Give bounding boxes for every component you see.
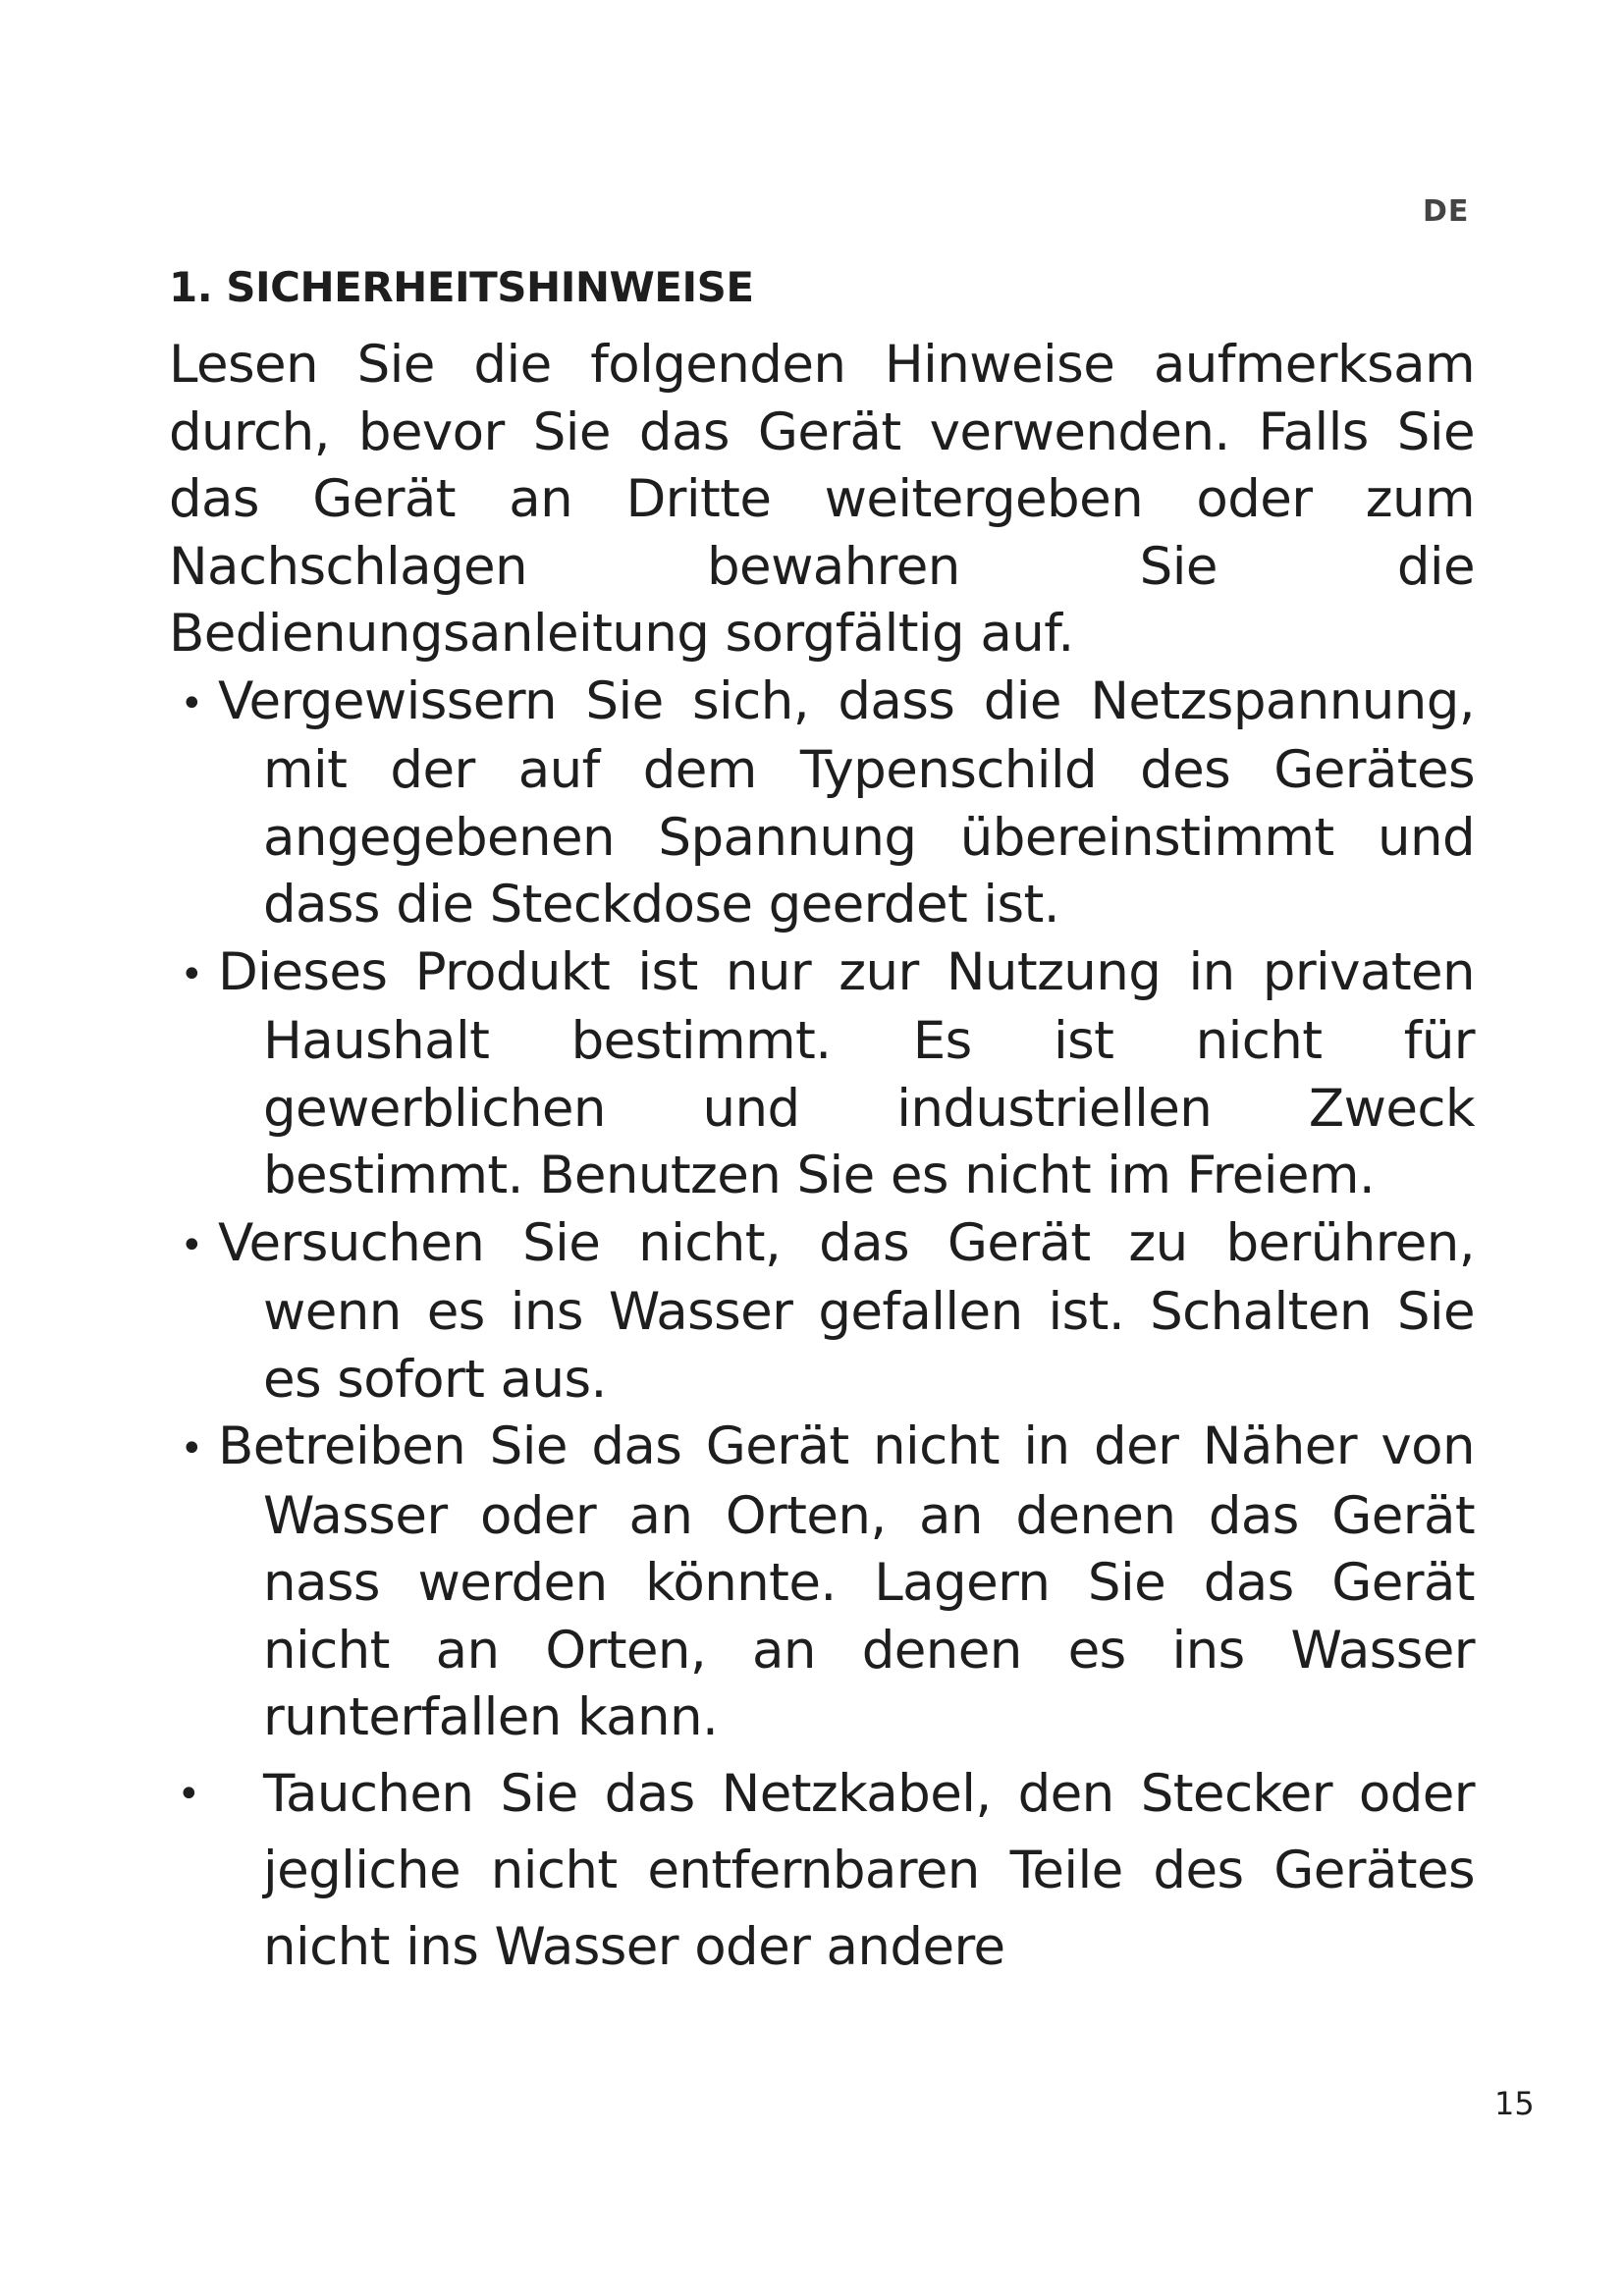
bullet-icon: • <box>177 1771 200 1817</box>
bullet-icon: • <box>180 1426 203 1471</box>
list-item-text: Versuchen Sie nicht, das Gerät zu berühren, wenn es ins Wasser gefallen ist. Schalten Sie es sofort aus. <box>218 1212 1475 1410</box>
bullet-icon: • <box>180 1222 203 1268</box>
list-item <box>169 939 1475 1210</box>
list-item <box>169 1756 1475 1986</box>
safety-instructions-list <box>169 668 1475 1986</box>
language-tag: DE <box>1423 194 1470 229</box>
list-item-text: Dieses Produkt ist nur zur Nutzung in privaten Haushalt bestimmt. Es ist nicht für gewerblichen und industriellen Zweck bestimmt. Benutzen Sie es nicht im Freiem. <box>218 941 1475 1205</box>
list-item-text: Betreiben Sie das Gerät nicht in der Näher von Wasser oder an Orten, an denen das Gerät nass werden könnte. Lagern Sie das Gerät nicht an Orten, an denen es ins Wasser runterfallen kann. <box>218 1416 1475 1747</box>
list-item <box>169 668 1475 939</box>
list-item <box>169 1414 1475 1752</box>
list-item-text: Vergewissern Sie sich, dass die Netzspannung, mit der auf dem Typenschild des Gerätes angegebenen Spannung übereinstimmt und dass die Steckdose geerdet ist. <box>218 670 1475 934</box>
section-title: 1. SICHERHEITSHINWEISE <box>169 263 754 311</box>
bullet-icon: • <box>180 951 203 997</box>
list-item-text: Tauchen Sie das Netzkabel, den Stecker oder jegliche nicht entfernbaren Teile des Gerätes nicht ins Wasser oder andere <box>263 1763 1475 1977</box>
page-content <box>169 332 1475 1986</box>
bullet-icon: • <box>180 680 203 726</box>
list-item <box>169 1210 1475 1415</box>
page-number: 15 <box>1494 2085 1535 2122</box>
intro-paragraph: Lesen Sie die folgenden Hinweise aufmerksam durch, bevor Sie das Gerät verwenden. Falls Sie das Gerät an Dritte weitergeben oder zum Nachschlagen bewahren Sie die Bedienungsanleitung sorgfältig auf. <box>169 335 1475 664</box>
